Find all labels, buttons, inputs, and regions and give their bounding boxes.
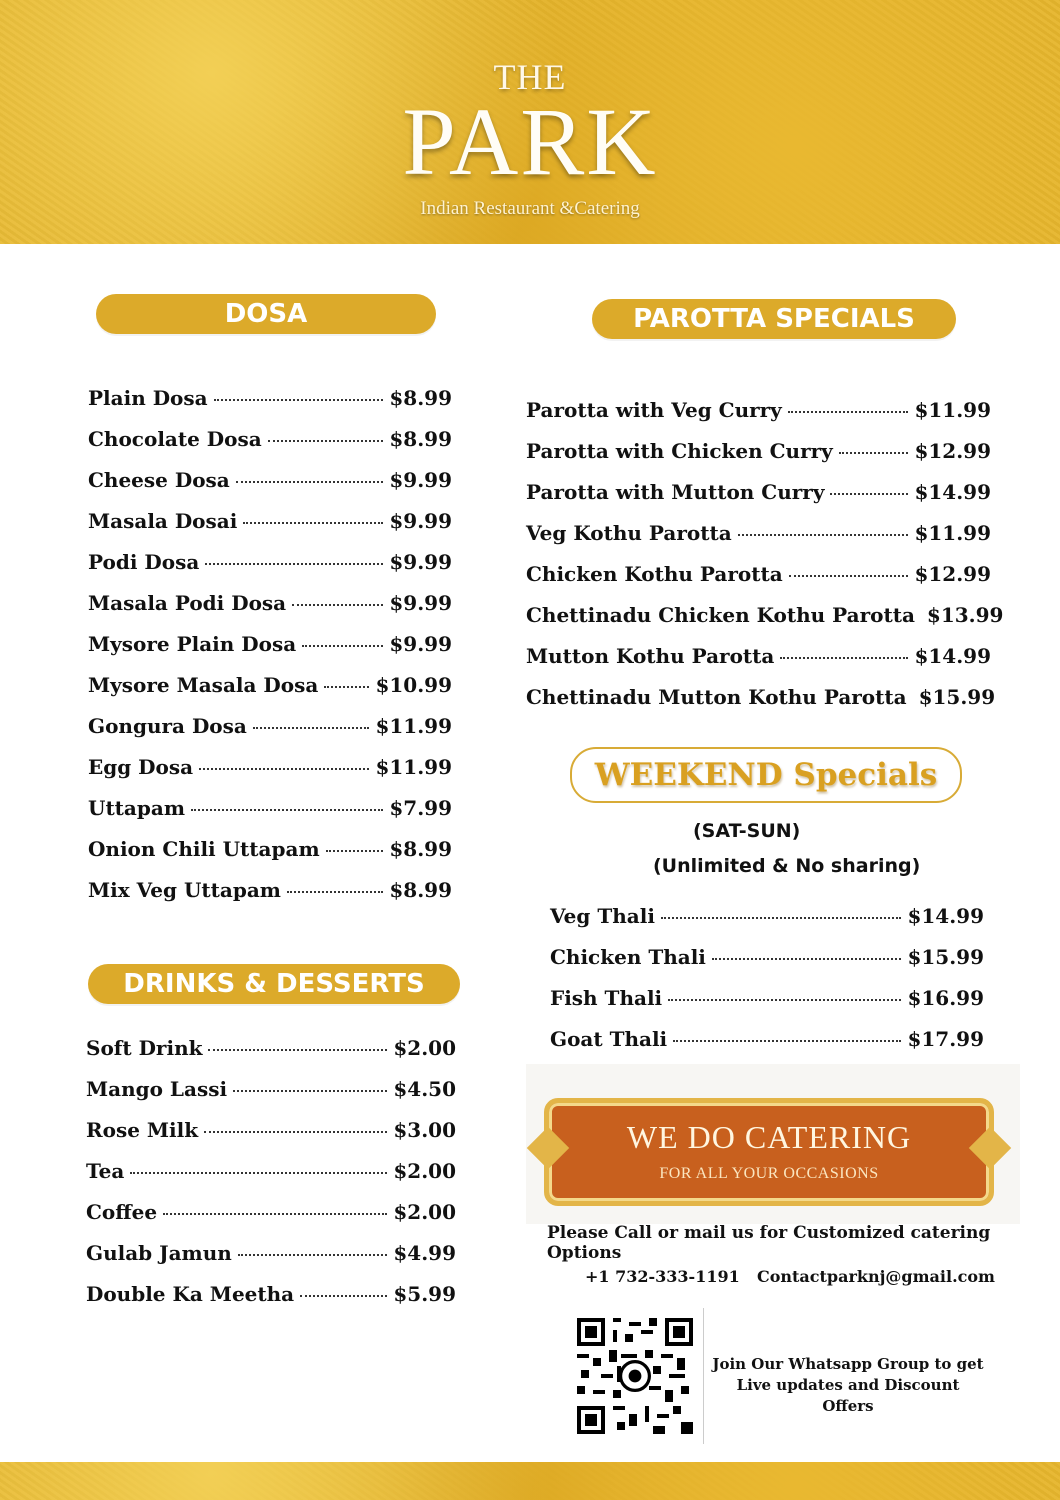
brand-name: PARK (402, 88, 658, 195)
menu-item-name: Masala Podi Dosa (88, 591, 287, 615)
dot-leader (324, 686, 369, 688)
menu-item (526, 480, 991, 521)
menu-item-name: Chicken Kothu Parotta (526, 562, 783, 586)
menu-item-name: Coffee (86, 1200, 158, 1224)
dot-leader (326, 850, 384, 852)
dot-leader (243, 522, 383, 524)
menu-item-price: $9.99 (389, 632, 452, 656)
menu-item-price: $15.99 (907, 945, 984, 969)
dot-leader (163, 1213, 387, 1215)
menu-item-price: $14.99 (914, 480, 991, 504)
footer-band (0, 1462, 1060, 1500)
menu-item-price: $8.99 (389, 386, 452, 410)
menu-item-name: Chicken Thali (550, 945, 706, 969)
dot-leader (130, 1172, 387, 1174)
menu-item-price: $11.99 (914, 398, 991, 422)
menu-item (526, 398, 991, 439)
menu-item-name: Veg Thali (550, 904, 655, 928)
menu-item-price: $2.00 (393, 1159, 456, 1183)
weekend-days: (SAT-SUN) (693, 820, 801, 842)
dot-leader (292, 604, 383, 606)
menu-item (86, 1282, 456, 1323)
brand-subtitle: Indian Restaurant &Catering (420, 198, 640, 219)
weekend-note: (Unlimited & No sharing) (653, 855, 921, 877)
menu-item-price: $10.99 (375, 673, 452, 697)
menu-item (526, 603, 1004, 644)
dot-leader (191, 809, 383, 811)
dot-leader (199, 768, 369, 770)
menu-item (550, 1027, 984, 1068)
qr-divider (703, 1308, 704, 1444)
dot-leader (214, 399, 384, 401)
drinks-desserts-list (86, 1036, 456, 1323)
menu-item-name: Parotta with Chicken Curry (526, 439, 833, 463)
menu-item-name: Tea (86, 1159, 125, 1183)
dot-leader (839, 452, 909, 454)
menu-item (88, 837, 452, 878)
menu-item-price: $9.99 (389, 591, 452, 615)
menu-item-price: $12.99 (914, 562, 991, 586)
menu-item-name: Onion Chili Uttapam (88, 837, 320, 861)
menu-item (86, 1077, 456, 1118)
menu-item-name: Soft Drink (86, 1036, 203, 1060)
menu-item-name: Mutton Kothu Parotta (526, 644, 775, 668)
whatsapp-note (712, 1354, 984, 1417)
dosa-list (88, 386, 452, 919)
dosa-heading: DOSA (96, 294, 436, 334)
menu-item (88, 632, 452, 673)
dot-leader (830, 493, 908, 495)
menu-item (86, 1118, 456, 1159)
dot-leader (208, 1049, 387, 1051)
brand-the: THE (493, 57, 567, 97)
menu-item-name: Mysore Masala Dosa (88, 673, 319, 697)
menu-item-name: Veg Kothu Parotta (526, 521, 732, 545)
dot-leader (238, 1254, 388, 1256)
menu-item-name: Gulab Jamun (86, 1241, 232, 1265)
dot-leader (780, 657, 908, 659)
menu-item (88, 714, 452, 755)
dot-leader (673, 1040, 901, 1042)
menu-item (86, 1200, 456, 1241)
drinks-desserts-heading: DRINKS & DESSERTS (88, 964, 460, 1004)
menu-item-price: $2.00 (393, 1036, 456, 1060)
parotta-specials-heading: PAROTTA SPECIALS (592, 299, 956, 339)
menu-item-name: Chettinadu Mutton Kothu Parotta (526, 685, 907, 709)
menu-item-name: Fish Thali (550, 986, 663, 1010)
weekend-specials-list (550, 904, 984, 1068)
catering-subtitle: FOR ALL YOUR OCCASIONS (659, 1165, 879, 1182)
menu-item (88, 386, 452, 427)
menu-item-price: $9.99 (389, 550, 452, 574)
dot-leader (236, 481, 384, 483)
menu-item-price: $8.99 (389, 837, 452, 861)
menu-item-name: Parotta with Veg Curry (526, 398, 782, 422)
menu-item-price: $16.99 (907, 986, 984, 1010)
menu-item-price: $9.99 (389, 509, 452, 533)
menu-item-price: $15.99 (918, 685, 996, 709)
menu-item-name: Podi Dosa (88, 550, 200, 574)
menu-item-name: Chettinadu Chicken Kothu Parotta (526, 603, 915, 627)
whatsapp-qr-code-icon[interactable] (577, 1318, 693, 1434)
whatsapp-note-line2: Live updates and Discount Offers (736, 1376, 960, 1415)
whatsapp-note-line1: Join Our Whatsapp Group to get (712, 1355, 984, 1373)
dot-leader (789, 575, 909, 577)
menu-item-name: Parotta with Mutton Curry (526, 480, 825, 504)
menu-item (86, 1036, 456, 1077)
menu-item (526, 685, 996, 726)
menu-item-name: Mix Veg Uttapam (88, 878, 281, 902)
dot-leader (204, 1131, 387, 1133)
menu-item (550, 904, 984, 945)
phone-number[interactable]: +1 732-333-1191 (585, 1267, 740, 1286)
email-address[interactable]: Contactparknj@gmail.com (757, 1267, 995, 1286)
menu-item-name: Plain Dosa (88, 386, 208, 410)
menu-item (86, 1159, 456, 1200)
catering-title: WE DO CATERING (626, 1119, 912, 1155)
menu-item-price: $12.99 (914, 439, 991, 463)
menu-item-price: $3.00 (393, 1118, 456, 1142)
menu-item-name: Mysore Plain Dosa (88, 632, 297, 656)
menu-item (88, 673, 452, 714)
menu-item-name: Gongura Dosa (88, 714, 247, 738)
menu-item-price: $14.99 (914, 644, 991, 668)
menu-item-price: $11.99 (375, 755, 452, 779)
dot-leader (205, 563, 383, 565)
menu-item-name: Double Ka Meetha (86, 1282, 295, 1306)
parotta-specials-list (526, 398, 1004, 726)
menu-item-name: Cheese Dosa (88, 468, 230, 492)
menu-item (88, 878, 452, 919)
menu-item (550, 945, 984, 986)
catering-note: Please Call or mail us for Customized catering Options (547, 1223, 991, 1263)
menu-item-price: $4.99 (393, 1241, 456, 1265)
menu-item (526, 644, 991, 685)
menu-item-name: Egg Dosa (88, 755, 194, 779)
dot-leader (233, 1090, 387, 1092)
menu-item (88, 755, 452, 796)
menu-item-name: Masala Dosai (88, 509, 238, 533)
dot-leader (268, 440, 384, 442)
menu-item-name: Mango Lassi (86, 1077, 228, 1101)
catering-banner (526, 1064, 1020, 1224)
menu-item-price: $17.99 (907, 1027, 984, 1051)
dot-leader (287, 891, 383, 893)
menu-item-price: $4.50 (393, 1077, 456, 1101)
dot-leader (738, 534, 909, 536)
menu-item (88, 591, 452, 632)
menu-item-price: $13.99 (926, 603, 1004, 627)
menu-item-name: Chocolate Dosa (88, 427, 262, 451)
dot-leader (788, 411, 909, 413)
menu-item (88, 427, 452, 468)
menu-item (550, 986, 984, 1027)
menu-item-name: Uttapam (88, 796, 185, 820)
menu-item-price: $11.99 (914, 521, 991, 545)
dot-leader (302, 645, 383, 647)
menu-item-price: $8.99 (389, 878, 452, 902)
menu-item-name: Goat Thali (550, 1027, 668, 1051)
menu-item-price: $7.99 (389, 796, 452, 820)
menu-item (526, 439, 991, 480)
menu-item (86, 1241, 456, 1282)
menu-item (88, 468, 452, 509)
menu-item-price: $14.99 (907, 904, 984, 928)
menu-item-price: $9.99 (389, 468, 452, 492)
dot-leader (300, 1295, 387, 1297)
menu-item (526, 521, 991, 562)
menu-item-price: $11.99 (375, 714, 452, 738)
menu-item (88, 509, 452, 550)
dot-leader (668, 999, 901, 1001)
catering-badge (544, 1098, 994, 1206)
menu-item-price: $2.00 (393, 1200, 456, 1224)
menu-item (526, 562, 991, 603)
weekend-specials-heading: WEEKEND Specials (570, 747, 962, 803)
dot-leader (661, 917, 902, 919)
menu-item-price: $8.99 (389, 427, 452, 451)
header-banner (0, 0, 1060, 244)
menu-item (88, 796, 452, 837)
menu-item (88, 550, 452, 591)
menu-item-price: $5.99 (393, 1282, 456, 1306)
menu-item-name: Rose Milk (86, 1118, 199, 1142)
dot-leader (253, 727, 370, 729)
dot-leader (712, 958, 902, 960)
